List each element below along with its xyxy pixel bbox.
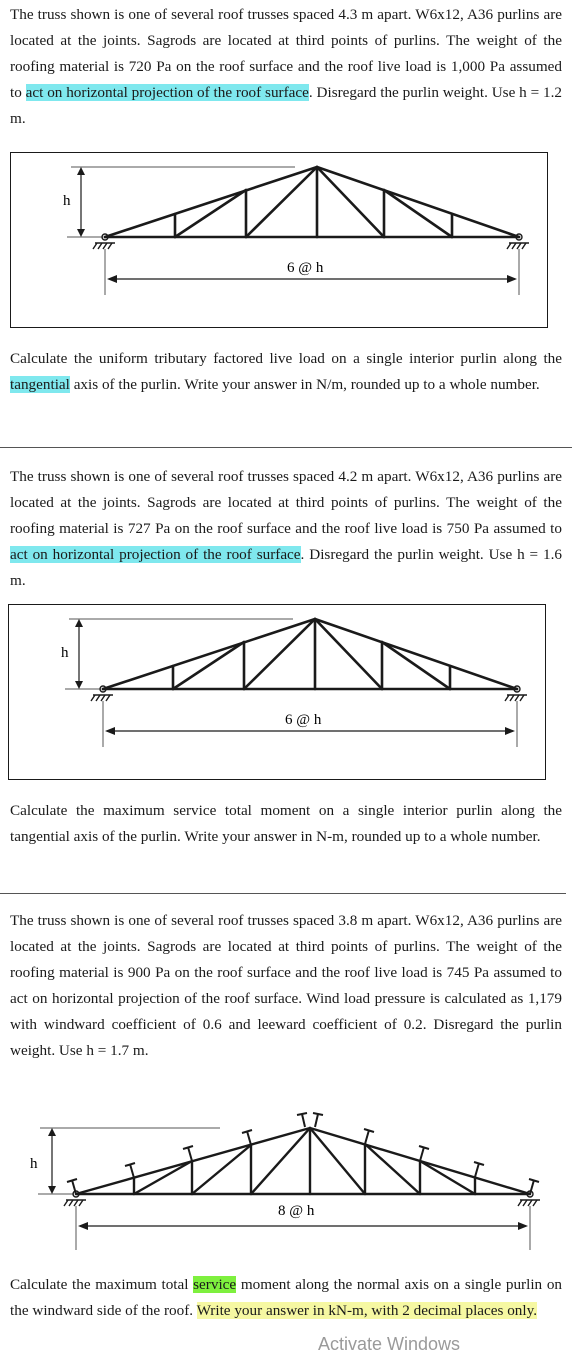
question-3-text xyxy=(10,1272,562,1324)
truss-figure-1 xyxy=(10,152,548,328)
divider-1 xyxy=(0,447,572,448)
question-1-text-a: Calculate the uniform tributary factored live load on a single interior purlin along the xyxy=(10,350,562,367)
question-3-green-highlight: service xyxy=(193,1276,237,1293)
truss-diagram-3 xyxy=(0,1108,572,1258)
problem-2-text xyxy=(10,464,562,594)
span-label-2: 6 @ h xyxy=(285,712,322,728)
h-label-3: h xyxy=(30,1156,38,1172)
problem-2-text-a: The truss shown is one of several roof trusses spaced 4.2 m apart. W6x12, A36 purlins are located at the joints. Sagrods are located at third points of purlins. The weight of the roofing material is 727 Pa on the roof surface and the roof live load is 750 Pa assumed to xyxy=(10,468,562,537)
problem-2-highlight: act on horizontal projection of the roof surface xyxy=(10,546,301,563)
divider-2 xyxy=(0,893,566,894)
question-3-text-b: moment along the normal axis on a single purlin on the windward side of the roof. xyxy=(10,1276,563,1319)
problem-2-text-b: . Disregard the purlin weight. Use h = 1.6 m. xyxy=(10,546,562,589)
problem-1-highlight: act on horizontal projection of the roof surface xyxy=(25,84,309,101)
span-label-3: 8 @ h xyxy=(278,1203,315,1219)
problem-3-text xyxy=(10,908,562,1064)
truss-diagram-1 xyxy=(11,153,547,327)
question-2-text xyxy=(10,798,562,850)
problem-3-text-body: The truss shown is one of several roof trusses spaced 3.8 m apart. W6x12, A36 purlins are located at the joints. Sagrods are located at third points of purlins. The weight of the roofing material is 900 Pa on the roof surface and the roof live load is 745 Pa assumed to act on horizontal projection of the roof surface. Wind load pressure is calculated as 1,179 with windward coefficient of 0.6 and leeward coefficient of 0.2. Disregard the purlin weight. Use h = 1.7 m. xyxy=(10,912,562,1059)
truss-figure-2 xyxy=(8,604,546,780)
question-1-text-b: axis of the purlin. Write your answer in N/m, rounded up to a whole number. xyxy=(69,376,540,393)
problem-1-text xyxy=(10,2,562,132)
h-label-1: h xyxy=(63,193,71,209)
span-label-1: 6 @ h xyxy=(287,260,324,276)
activate-windows-watermark: Activate Windows xyxy=(318,1334,461,1354)
truss-figure-3 xyxy=(0,1108,572,1258)
h-label-2: h xyxy=(61,645,69,661)
problem-1-text-b: . Disregard the purlin weight. Use h = 1.2 m. xyxy=(10,84,562,127)
question-2-text-body: Calculate the maximum service total moment on a single interior purlin along the tangential axis of the purlin. Write your answer in N-m, rounded up to a whole number. xyxy=(10,802,562,845)
problem-1-text-a: The truss shown is one of several roof trusses spaced 4.3 m apart. W6x12, A36 purlins are located at the joints. Sagrods are located at third points of purlins. The weight of the roofing material is 720 Pa on the roof surface and the roof live load is 1,000 Pa assumed to xyxy=(10,6,562,101)
question-1-highlight: tangential xyxy=(10,376,70,393)
question-1-text xyxy=(10,346,562,398)
question-3-text-a: Calculate the maximum total xyxy=(10,1276,194,1293)
question-3-yellow-highlight: Write your answer in kN-m, with 2 decimal places only. xyxy=(196,1302,538,1319)
truss-diagram-2 xyxy=(9,605,545,779)
